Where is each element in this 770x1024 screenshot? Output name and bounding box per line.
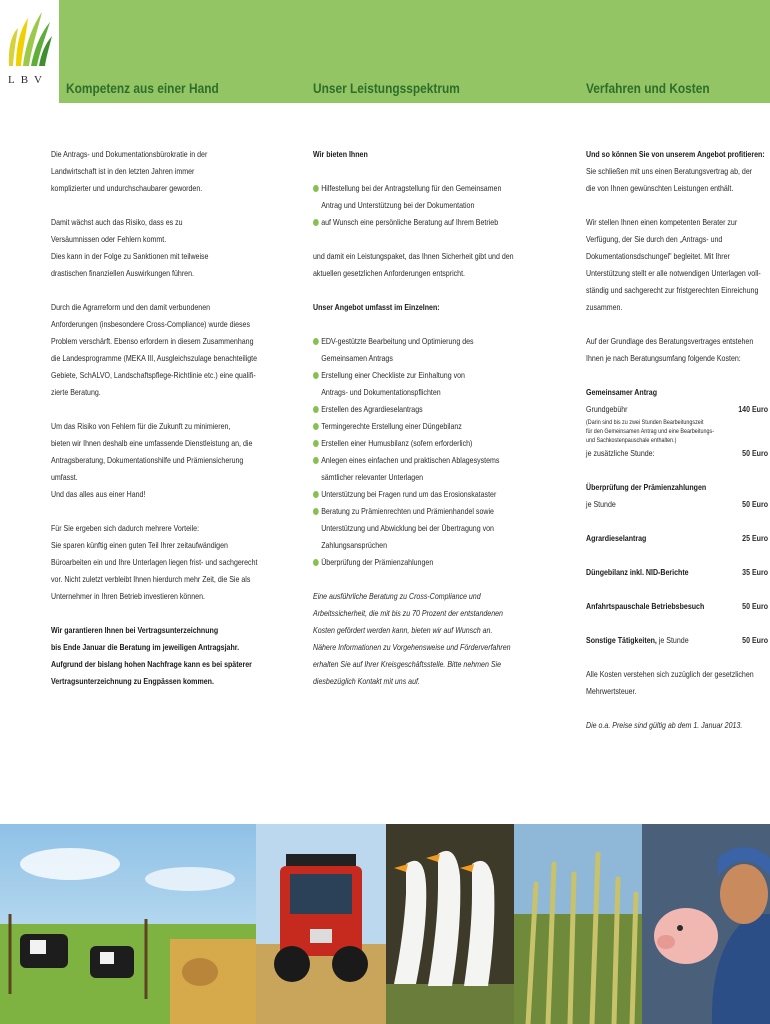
service-list <box>313 333 534 571</box>
text-line: Ihnen je nach Beratungsumfang folgende Kosten: <box>586 353 741 363</box>
price-label: Düngebilanz inkl. NID-Berichte <box>586 567 689 577</box>
text-line: Erstellen einer Humusbilanz (sofern erforderlich) <box>321 438 473 448</box>
lbv-leaf-icon <box>4 6 54 72</box>
bullet-icon <box>313 219 319 226</box>
price-row-duengebilanz <box>586 564 768 581</box>
text-line: zierte Beratung. <box>51 387 101 397</box>
price-heading-gemeinsamer-antrag: Gemeinsamer Antrag <box>586 387 658 397</box>
text-line: Arbeitssicherheit, die mit bis zu 70 Prozent der entstandenen <box>313 608 503 618</box>
text-line: drastischen finanziellen Auswirkungen führen. <box>51 268 194 278</box>
price-label: je zusätzliche Stunde: <box>586 448 655 458</box>
column-leistungsspektrum <box>313 146 534 707</box>
text-line: (Darin sind bis zu zwei Stunden Bearbeitungszeit <box>586 419 704 426</box>
text-line: und damit ein Leistungspaket, das Ihnen Sicherheit gibt und den <box>313 251 514 261</box>
text-line: Beratung zu Prämienrechten und Prämienhandel sowie <box>321 506 494 516</box>
price-label: Grundgebühr <box>586 404 628 414</box>
text-line: Erstellung einer Checkliste zur Einhaltung von <box>321 370 465 380</box>
text-line: aktuellen gesetzlichen Anforderungen entspricht. <box>313 268 466 278</box>
bullet-icon <box>313 491 319 498</box>
text-line: Kosten gefördert werden kann, bieten wir auf Wunsch an. <box>313 625 493 635</box>
paragraph <box>586 333 768 367</box>
subheading-angebot: Unser Angebot umfasst im Einzelnen: <box>313 302 440 312</box>
text-line: Eine ausführliche Beratung zu Cross-Compliance und <box>313 591 481 601</box>
text-line: Unternehmer in Ihren Betrieb investieren können. <box>51 591 205 601</box>
text-line: Gebiete, SchALVO, Landschaftspflege-Richtlinie etc.) eine qualifi- <box>51 370 256 380</box>
logo-text: LBV <box>8 74 48 86</box>
column-verfahren-kosten <box>586 146 768 751</box>
text-line: für den Gemeinsamen Antrag und eine Bearbeitungs- <box>586 428 715 435</box>
vat-note <box>586 666 768 700</box>
paragraph <box>51 214 272 282</box>
text-line: komplizierter und undurchschaubarer geworden. <box>51 183 203 193</box>
list-item <box>313 333 534 367</box>
paragraph <box>586 214 768 316</box>
paragraph <box>313 248 534 282</box>
price-row-sonstige <box>586 632 768 649</box>
subheading-profitieren: Und so können Sie von unserem Angebot profitieren: <box>586 149 765 159</box>
text-line: Für Sie ergeben sich dadurch mehrere Vorteile: <box>51 523 200 533</box>
validity-note: Die o.a. Preise sind gültig ab dem 1. Januar 2013. <box>586 720 743 730</box>
text-line: die von Ihnen gewünschten Leistungen enthält. <box>586 183 734 193</box>
text-line: Antrag und Unterstützung bei der Dokumentation <box>321 200 475 210</box>
text-line: erhalten Sie auf Ihrer Kreisgeschäftsstelle. Bitte nehmen Sie <box>313 659 502 669</box>
tractor-photo <box>256 824 386 1024</box>
text-line: umfasst. <box>51 472 78 482</box>
paragraph <box>51 299 272 401</box>
text-line: und Sachkostenpauschale enthalten.) <box>586 437 677 444</box>
logo <box>0 0 59 103</box>
price-label: Anfahrtspauschale Betriebsbesuch <box>586 601 705 611</box>
bullet-icon <box>313 185 319 192</box>
paragraph <box>586 163 768 197</box>
intro-list <box>313 180 534 231</box>
text-line: Mehrwertsteuer. <box>586 686 637 696</box>
text-line: Auf der Grundlage des Beratungsvertrages entstehen <box>586 336 754 346</box>
text-line: Alle Kosten verstehen sich zuzüglich der gesetzlichen <box>586 669 754 679</box>
price-label: Agrardieselantrag <box>586 533 647 543</box>
price-amount: 35 Euro <box>742 567 769 577</box>
paragraph <box>51 418 272 503</box>
text-line: Sie sparen künftig einen guten Teil Ihrer zeitaufwändigen <box>51 540 228 550</box>
paragraph <box>51 520 272 605</box>
text-line: Unterstützung und Abwicklung bei der Übertragung von <box>321 523 494 533</box>
text-line: Antragsberatung, Dokumentationshilfe und Prämiensicherung <box>51 455 244 465</box>
text-line: Vertragsunterzeichnung zu Engpässen kommen. <box>51 676 214 686</box>
text-line: Unterstützung bei Fragen rund um das Erosionskataster <box>321 489 497 499</box>
text-line: ständig und sachgerecht zur fristgerechten Einreichung <box>586 285 759 295</box>
price-amount: 50 Euro <box>742 635 769 645</box>
heading-leistungsspektrum: Unser Leistungsspektrum <box>313 80 460 96</box>
paragraph <box>51 146 272 197</box>
price-row-zusatzstunde <box>586 445 768 462</box>
price-amount: 50 Euro <box>742 499 769 509</box>
list-item <box>313 367 534 401</box>
list-item <box>313 452 534 486</box>
text-line: bieten wir Ihnen deshalb eine umfassende Dienstleistung an, die <box>51 438 253 448</box>
list-item <box>313 401 534 418</box>
text-line: EDV-gestützte Bearbeitung und Optimierung des <box>321 336 474 346</box>
text-line: auf Wunsch eine persönliche Beratung auf Ihrem Betrieb <box>321 217 499 227</box>
text-line: Versäumnissen oder Fehlern kommt. <box>51 234 167 244</box>
price-row-grundgebuehr <box>586 401 768 418</box>
guarantee-paragraph <box>51 622 272 690</box>
text-line: bis Ende Januar die Beratung im jeweiligen Antragsjahr. <box>51 642 240 652</box>
cows-field-photo <box>0 824 256 1024</box>
bullet-icon <box>313 508 319 515</box>
list-item <box>313 418 534 435</box>
text-line: Hilfestellung bei der Antragstellung für den Gemeinsamen <box>321 183 502 193</box>
bullet-icon <box>313 406 319 413</box>
list-item <box>313 214 534 231</box>
text-line: Anlegen eines einfachen und praktischen Ablagesystems <box>321 455 500 465</box>
bullet-icon <box>313 457 319 464</box>
price-label: je Stunde <box>586 499 616 509</box>
bullet-icon <box>313 440 319 447</box>
text-line: Unterstützung stellt er alle notwendigen Unterlagen voll- <box>586 268 761 278</box>
heading-kompetenz: Kompetenz aus einer Hand <box>66 80 219 96</box>
list-item <box>313 554 534 571</box>
subheading-wir-bieten: Wir bieten Ihnen <box>313 149 368 159</box>
list-item <box>313 435 534 452</box>
text-line: diesbezüglich Kontakt mit uns auf. <box>313 676 420 686</box>
price-amount: 25 Euro <box>742 533 769 543</box>
text-line: Um das Risiko von Fehlern für die Zukunft zu minimieren, <box>51 421 231 431</box>
text-line: Anforderungen (insbesondere Cross-Compliance) wurde dieses <box>51 319 250 329</box>
price-heading-pruefung: Überprüfung der Prämienzahlungen <box>586 482 707 492</box>
text-line: Büroarbeiten ein und Ihre Unterlagen liegen frist- und sachgerecht <box>51 557 258 567</box>
bullet-icon <box>313 423 319 430</box>
text-line: Aufgrund der bislang hohen Nachfrage kann es bei späterer <box>51 659 252 669</box>
text-line: die Landesprogramme (MEKA III, Ausgleichszulage benachteiligte <box>51 353 258 363</box>
text-line: Nähere Informationen zu Vorgehensweise und Förderverfahren <box>313 642 511 652</box>
text-line: Termingerechte Erstellung einer Düngebilanz <box>321 421 462 431</box>
text-line: Und das alles aus einer Hand! <box>51 489 146 499</box>
price-label <box>586 632 689 649</box>
text-line: vor. Nicht zuletzt verbleibt Ihnen hierdurch mehr Zeit, die Sie als <box>51 574 251 584</box>
text-line: sämtlicher relevanter Unterlagen <box>321 472 424 482</box>
bullet-icon <box>313 338 319 345</box>
text-line: Verfügung, der Sie durch den „Antrags- und <box>586 234 723 244</box>
text-line: Wir stellen Ihnen einen kompetenten Berater zur <box>586 217 738 227</box>
geese-photo <box>386 824 514 1024</box>
text-line: Dies kann in der Folge zu Sanktionen mit teilweise <box>51 251 209 261</box>
price-row-agrardiesel <box>586 530 768 547</box>
farmer-pig-photo <box>642 824 770 1024</box>
text-line: Sie schließen mit uns einen Beratungsvertrag ab, der <box>586 166 753 176</box>
price-amount: 50 Euro <box>742 448 769 458</box>
price-footnote <box>586 418 768 445</box>
heading-verfahren-kosten: Verfahren und Kosten <box>586 80 710 96</box>
column-kompetenz <box>51 146 272 707</box>
text-line: Durch die Agrarreform und den damit verbundenen <box>51 302 211 312</box>
list-item <box>313 180 534 214</box>
price-label-strong: Sonstige Tätigkeiten, <box>586 635 657 645</box>
list-item <box>313 503 534 554</box>
price-row-anfahrt <box>586 598 768 615</box>
photo-strip <box>0 824 770 1024</box>
text-line: Die Antrags- und Dokumentationsbürokratie in der <box>51 149 208 159</box>
text-line: Gemeinsamen Antrags <box>321 353 393 363</box>
price-row-pruefung <box>586 496 768 513</box>
bullet-icon <box>313 559 319 566</box>
price-amount: 140 Euro <box>738 404 769 414</box>
text-line: Damit wächst auch das Risiko, dass es zu <box>51 217 183 227</box>
bullet-icon <box>313 372 319 379</box>
text-line: Erstellen des Agrardieselantrags <box>321 404 423 414</box>
text-line: Landwirtschaft ist in den letzten Jahren immer <box>51 166 195 176</box>
text-line: Wir garantieren Ihnen bei Vertragsunterzeichnung <box>51 625 219 635</box>
cross-compliance-note <box>313 588 534 690</box>
wheat-photo <box>514 824 642 1024</box>
text-line: Problem verschärft. Ebenso erfordern in diesem Zusammenhang <box>51 336 254 346</box>
text-line: Dokumentationsdschungel" begleitet. Mit Ihrer <box>586 251 730 261</box>
price-amount: 50 Euro <box>742 601 769 611</box>
list-item <box>313 486 534 503</box>
text-line: Antrags- und Dokumentationspflichten <box>321 387 441 397</box>
text-line: zusammen. <box>586 302 623 312</box>
price-label-suffix: je Stunde <box>656 635 689 645</box>
text-line: Überprüfung der Prämienzahlungen <box>321 557 434 567</box>
text-line: Zahlungsansprüchen <box>321 540 388 550</box>
